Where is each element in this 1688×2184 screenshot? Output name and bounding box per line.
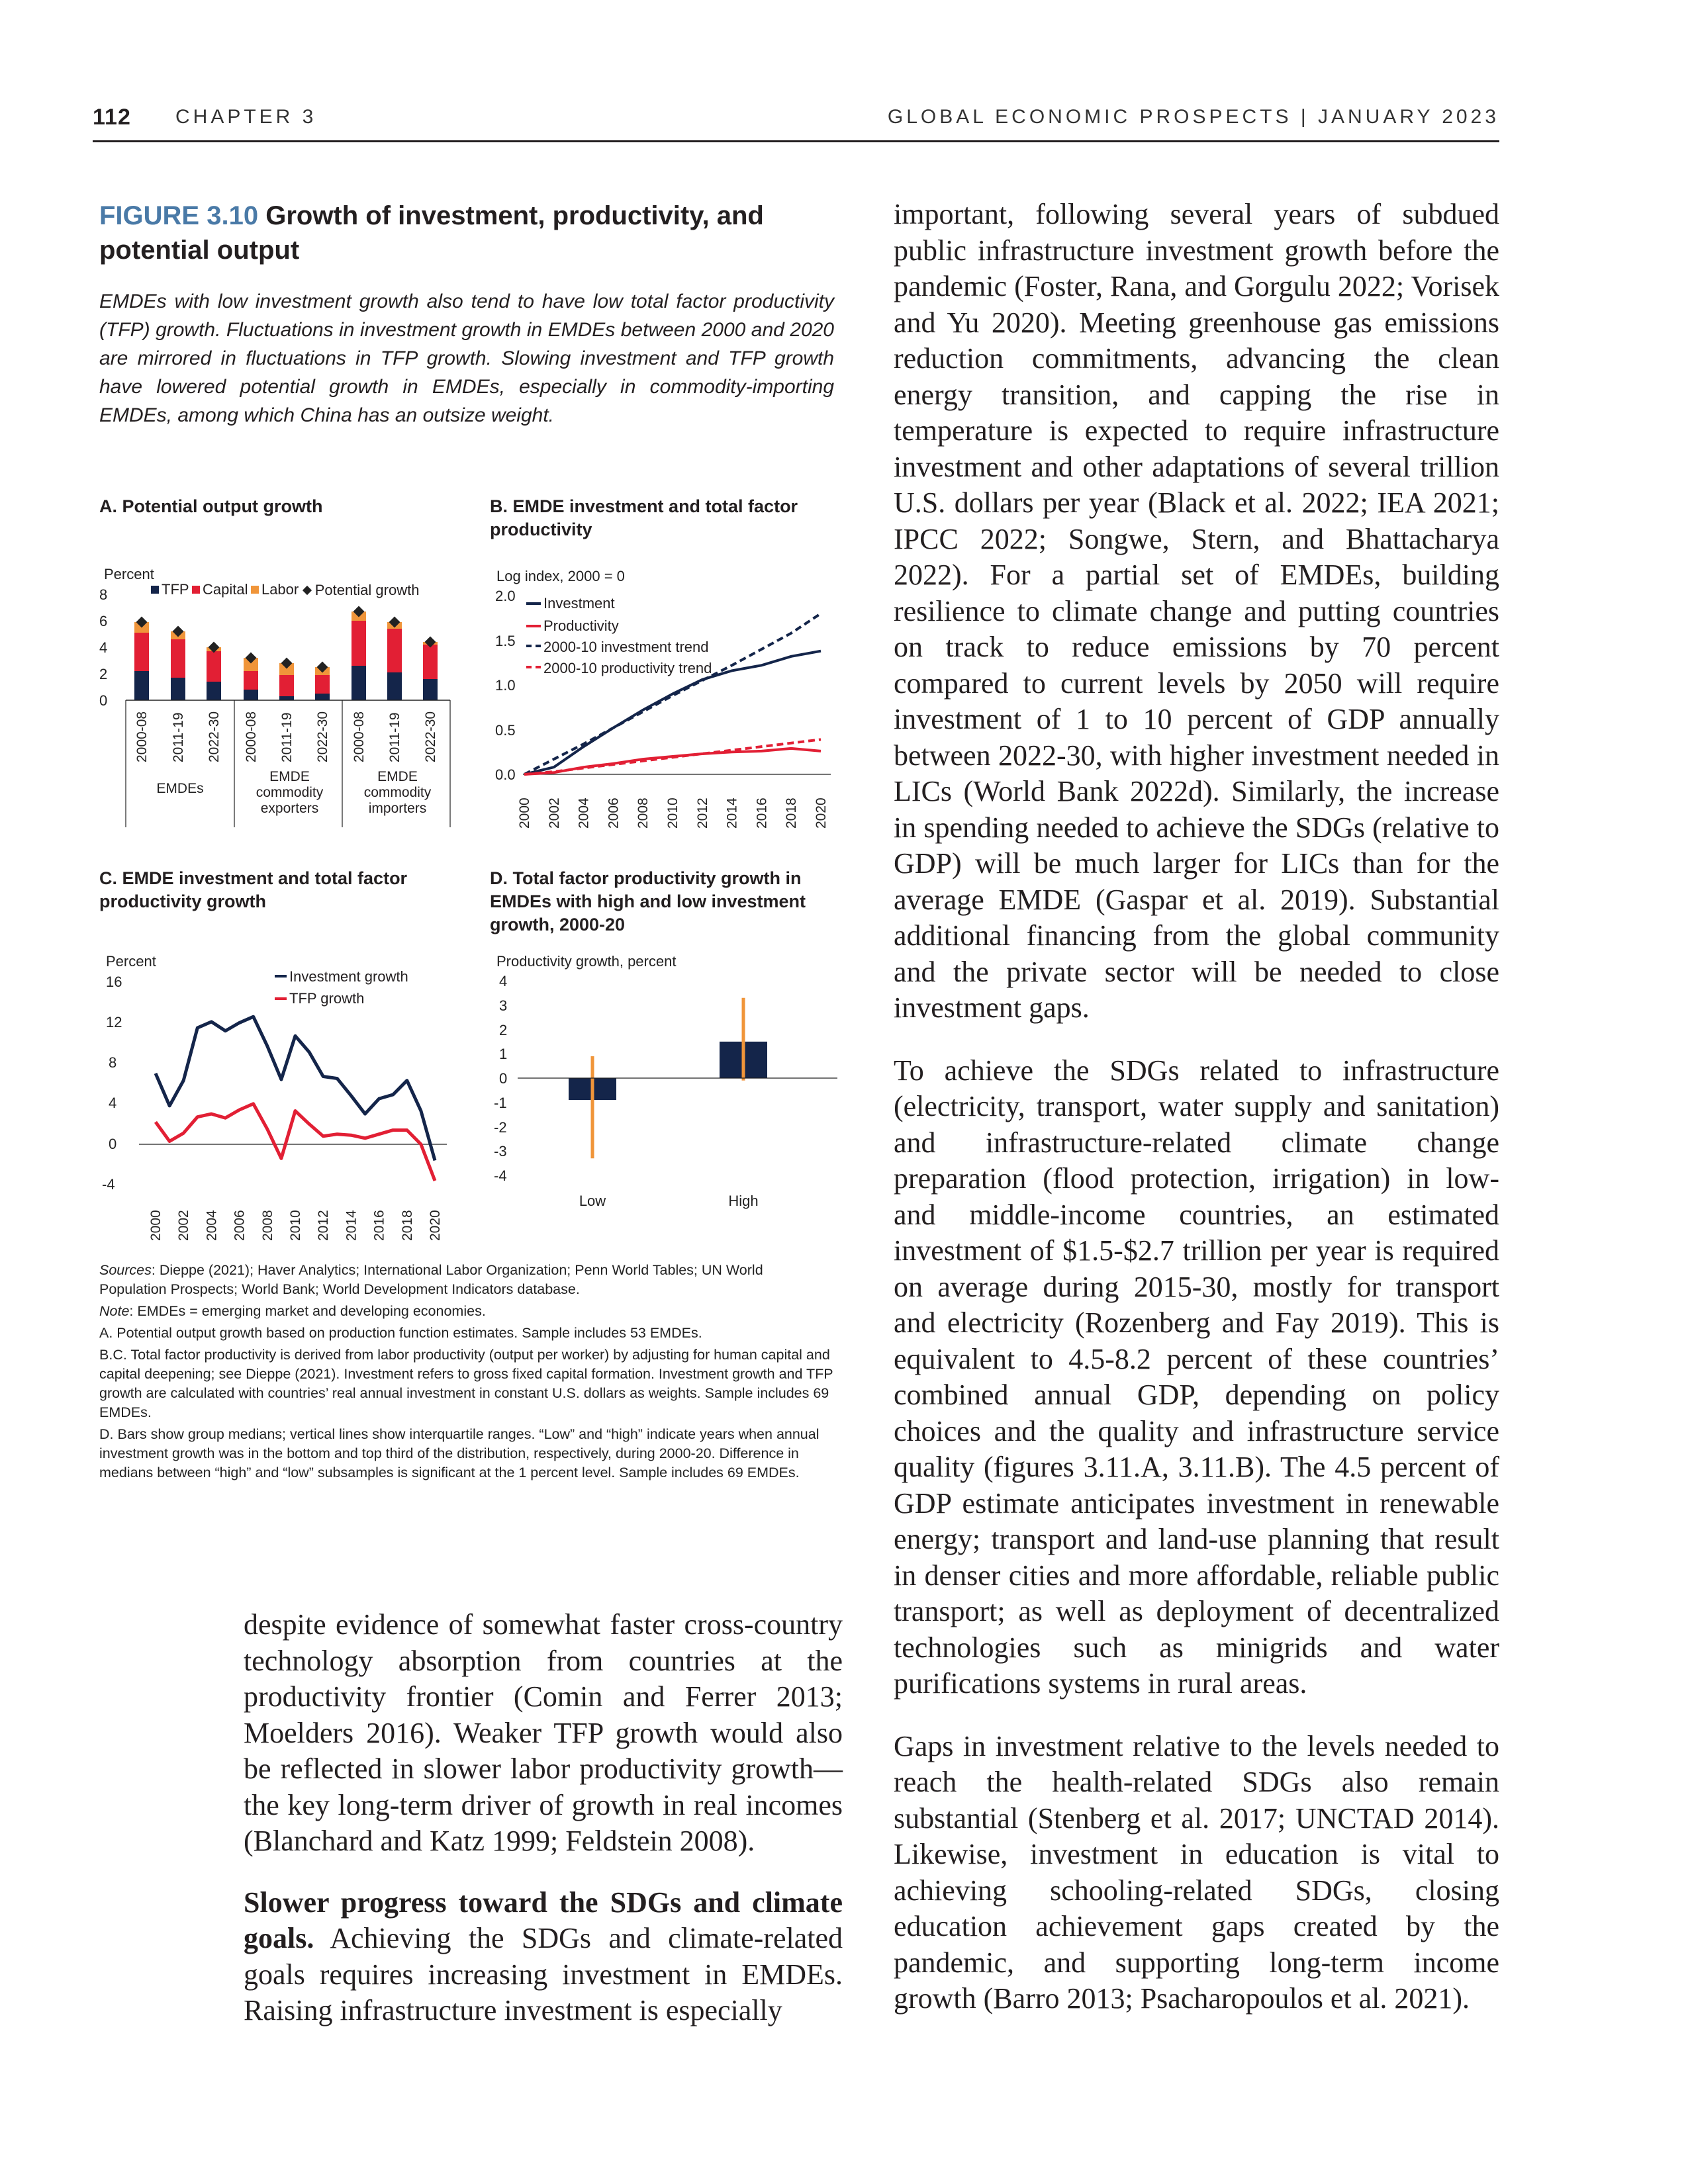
sources-note: Sources: Dieppe (2021); Haver Analytics; International Labor Organization; Penn World Tables; UN World Population Prospects; World Bank; World Development Indicators database. (99, 1262, 763, 1297)
legend-potential: Potential growth (302, 582, 420, 599)
x-tick-label: 2004 (576, 797, 592, 829)
panel-c (99, 867, 444, 913)
bar-segment (387, 629, 402, 672)
x-tick-label: 2020 (428, 1210, 443, 1241)
figure-block (99, 199, 834, 430)
svg-text:-2: -2 (494, 1119, 507, 1136)
note-d: D. Bars show group medians; vertical lines show interquartile ranges. “Low” and “high” indicate years when annual investment growth was in the bottom and top third of the distribution, respectively, during 2000-20. Difference in medians between “high” and “low” subsamples is significant at the 1 percent level. Sample includes 69 EMDEs. (99, 1426, 820, 1480)
x-tick-label: 2010 (288, 1210, 303, 1241)
x-tick-label: 2012 (316, 1210, 332, 1241)
x-tick-label: 2002 (546, 797, 562, 829)
legend-investment: Investment (526, 594, 615, 614)
panel-a (99, 495, 457, 518)
panel-d-unit: Productivity growth, percent (496, 953, 677, 970)
bar-segment (171, 639, 185, 678)
legend-capital: Capital (192, 581, 248, 598)
x-tick-label: 2000 (517, 797, 532, 829)
page-header (93, 105, 1499, 138)
svg-text:0.5: 0.5 (495, 722, 516, 739)
svg-text:4: 4 (99, 639, 108, 656)
legend-investment-growth: Investment growth (275, 967, 408, 986)
svg-text:4: 4 (109, 1095, 117, 1111)
svg-text:16: 16 (106, 974, 122, 990)
panel-c-chart (99, 966, 457, 1244)
svg-text:0: 0 (109, 1136, 117, 1152)
figure-title (99, 199, 834, 267)
figure-number: FIGURE 3.10 (99, 201, 259, 230)
header-rule (93, 140, 1499, 142)
body-paragraph: To achieve the SDGs related to infrastructure (electricity, transport, water supply and sanitation) and infrastructure-related climate change preparation (flood protection, irrigation) in low- and middle-income countries, an estimated investment of $1.5-$2.7 trillion per year is required on average during 2015-30, mostly for transport and electricity (Rozenberg and Fay 2019). This is equivalent to 4.5-8.2 percent of these countries’ combined annual GDP, depending on policy choices and the quality and infrastructure service quality (figures 3.11.A, 3.11.B). The 4.5 percent of GDP estimate anticipates investment in renewable energy; transport and land-use planning that result in denser cities and more affordable, reliable public transport; as well as deployment of decentralized technologies such as minigrids and water purifications systems in rural areas. (894, 1054, 1499, 1700)
panel-d-chart (490, 973, 847, 1224)
svg-text:2.0: 2.0 (495, 588, 516, 604)
x-tick-label: 2014 (344, 1210, 359, 1241)
left-column-text (244, 1607, 843, 2048)
x-tick-label: 2006 (606, 797, 622, 829)
svg-text:0: 0 (499, 1070, 508, 1087)
panel-c-title: C. EMDE investment and total factor productivity growth (99, 868, 408, 911)
legend-tfp: TFP (151, 581, 189, 598)
x-tick-label: 2018 (784, 797, 800, 829)
category-low: Low (579, 1193, 606, 1209)
svg-text:0.0: 0.0 (495, 766, 516, 783)
svg-text:6: 6 (99, 613, 108, 629)
x-tick-label: 2011-19 (171, 712, 186, 762)
svg-text:-4: -4 (102, 1176, 115, 1193)
legend-tfp-growth: TFP growth (275, 989, 364, 1008)
x-tick-label: 2018 (399, 1210, 415, 1241)
x-tick-label: 2010 (665, 797, 680, 829)
figure-title-text: Growth of investment, productivity, and potential output (99, 201, 764, 265)
svg-text:1: 1 (499, 1046, 508, 1062)
bar-segment (315, 694, 330, 700)
x-tick-label: 2000-08 (352, 711, 367, 762)
svg-text:-4: -4 (494, 1167, 507, 1184)
svg-text:-3: -3 (494, 1143, 507, 1160)
legend-investment-trend: 2000-10 investment trend (526, 637, 709, 657)
figure-notes (99, 1261, 834, 1485)
x-tick-label: 2011-19 (387, 712, 402, 762)
svg-text:4: 4 (499, 973, 508, 989)
figure-subtitle: EMDEs with low investment growth also tend to have low total factor productivity (TFP) growth. Fluctuations in investment growth in EMDEs between 2000 and 2020 are mirrored in fluctuations in TFP growth. Slowing investment and TFP growth have lowered potential growth in EMDEs, especially in commodity-importing EMDEs, among which China has an outsize weight. (99, 291, 834, 426)
x-tick-label: 2012 (694, 797, 710, 829)
panel-a-unit: Percent (104, 566, 154, 582)
chapter-label: CHAPTER 3 (175, 106, 317, 128)
x-tick-label: 2000 (148, 1210, 164, 1241)
group-label-exporters: EMDE commodity exporters (256, 769, 324, 816)
bar-segment (279, 696, 294, 700)
series-line (156, 1104, 435, 1181)
svg-text:1.5: 1.5 (495, 633, 516, 649)
svg-text:0: 0 (99, 692, 108, 709)
page-number: 112 (93, 105, 131, 130)
bar-segment (171, 678, 185, 700)
x-tick-label: 2016 (754, 797, 770, 829)
x-tick-label: 2008 (259, 1210, 275, 1241)
x-tick-label: 2014 (724, 797, 740, 829)
svg-text:-1: -1 (494, 1095, 507, 1111)
x-tick-label: 2022-30 (315, 711, 330, 762)
panel-a-bars (134, 606, 438, 700)
bar-segment (423, 645, 438, 679)
note-a: A. Potential output growth based on production function estimates. Sample includes 53 EMDEs. (99, 1325, 702, 1341)
svg-text:2: 2 (99, 666, 108, 682)
x-tick-label: 2000-08 (244, 711, 259, 762)
svg-text:8: 8 (109, 1054, 117, 1071)
svg-text:3: 3 (499, 997, 508, 1014)
legend-productivity: Productivity (526, 616, 619, 636)
a-ytick: 8 (99, 586, 108, 603)
panel-b-chart (490, 582, 841, 834)
panel-d-title: D. Total factor productivity growth in EMDEs with high and low investment growth, 2000-20 (490, 868, 806, 934)
bar-segment (352, 621, 366, 666)
panel-a-title: A. Potential output growth (99, 496, 323, 516)
category-high: High (728, 1193, 759, 1209)
publication-label: GLOBAL ECONOMIC PROSPECTS | JANUARY 2023 (887, 106, 1499, 128)
series-line (156, 1017, 435, 1160)
x-tick-label: 2002 (176, 1210, 192, 1241)
svg-text:2: 2 (499, 1022, 508, 1038)
bar-segment (207, 682, 221, 700)
bar-segment (134, 671, 149, 700)
section-heading: Slower progress toward the SDGs and climate goals. (244, 1886, 843, 1954)
panel-d (490, 867, 834, 936)
body-paragraph: despite evidence of somewhat faster cross-country technology absorption from countries at the productivity frontier (Comin and Ferrer 2013; Moelders 2016). Weaker TFP growth would also be reflected in slower labor productivity growth—the key long-term driver of growth in real incomes (Blanchard and Katz 1999; Feldstein 2008). (244, 1608, 843, 1857)
body-paragraph: Gaps in investment relative to the levels needed to reach the health-related SDGs also remain substantial (Stenberg et al. 2017; UNCTAD 2014). Likewise, investment in education is vital to achieving schooling-related SDGs, closing education achievement gaps created by the pandemic, and supporting long-term income growth (Barro 2013; Psacharopoulos et al. 2021). (894, 1729, 1499, 2015)
note-bc: B.C. Total factor productivity is derived from labor productivity (output per worker) by adjusting for human capital and capital deepening; see Dieppe (2021). Investment refers to gross fixed capital formation. Investment growth and TFP growth are calculated with countries’ real annual investment in constant U.S. dollars as weights. Sample includes 69 EMDEs. (99, 1347, 833, 1420)
legend-productivity-trend: 2000-10 productivity trend (526, 659, 712, 678)
legend-labor: Labor (251, 581, 299, 598)
bar-segment (387, 672, 402, 700)
x-tick-label: 2011-19 (279, 712, 295, 762)
svg-text:1.0: 1.0 (495, 677, 516, 694)
right-column-text (894, 197, 1499, 2036)
x-tick-label: 2020 (814, 797, 829, 829)
x-tick-label: 2006 (232, 1210, 248, 1241)
panel-b-unit: Log index, 2000 = 0 (496, 568, 625, 584)
x-tick-label: 2016 (371, 1210, 387, 1241)
body-paragraph: important, following several years of subdued public infrastructure investment growth before the pandemic (Foster, Rana, and Gorgulu 2022; Vorisek and Yu 2020). Meeting greenhouse gas emissions reduction commitments, advancing the clean energy transition, and capping the rise in temperature is expected to require infrastructure investment and other adaptations of several trillion U.S. dollars per year (Black et al. 2022; IEA 2021; IPCC 2022; Songwe, Stern, and Bhattacharya 2022). For a partial set of EMDEs, building resilience to climate change and putting countries on track to reduce emissions by 70 percent compared to current levels by 2050 will require investment of 1 to 10 percent of GDP annually between 2022-30, with higher investment needed in LICs (World Bank 2022d). Similarly, the increase in spending needed to achieve the SDGs (relative to GDP) will be much larger for LICs than for the average EMDE (Gaspar et al. 2019). Substantial additional financing from the global community and the private sector will be needed to close investment gaps. (894, 198, 1499, 1024)
general-note: Note: EMDEs = emerging market and developing economies. (99, 1303, 486, 1319)
group-label-emdes: EMDEs (156, 781, 204, 796)
x-tick-label: 2008 (635, 797, 651, 829)
group-label-importers: EMDE commodity importers (363, 769, 432, 816)
bar-segment (315, 675, 330, 694)
x-tick-label: 2004 (204, 1210, 220, 1241)
bar-segment (244, 671, 258, 690)
x-tick-label: 2000-08 (134, 711, 150, 762)
body-paragraph: Slower progress toward the SDGs and climate goals. Achieving the SDGs and climate-related goals requires increasing investment in EMDEs. Raising infrastructure investment is especially (244, 1886, 843, 2026)
bar-segment (423, 679, 438, 700)
panel-b (490, 495, 834, 541)
bar-segment (244, 690, 258, 700)
panel-b-title: B. EMDE investment and total factor productivity (490, 496, 798, 539)
panel-c-unit: Percent (106, 953, 156, 970)
x-tick-label: 2022-30 (423, 711, 438, 762)
x-tick-label: 2022-30 (207, 711, 222, 762)
bar-segment (352, 666, 366, 700)
bar-segment (207, 651, 221, 682)
bar-segment (279, 675, 294, 696)
bar-segment (134, 633, 149, 671)
svg-text:12: 12 (106, 1014, 122, 1030)
